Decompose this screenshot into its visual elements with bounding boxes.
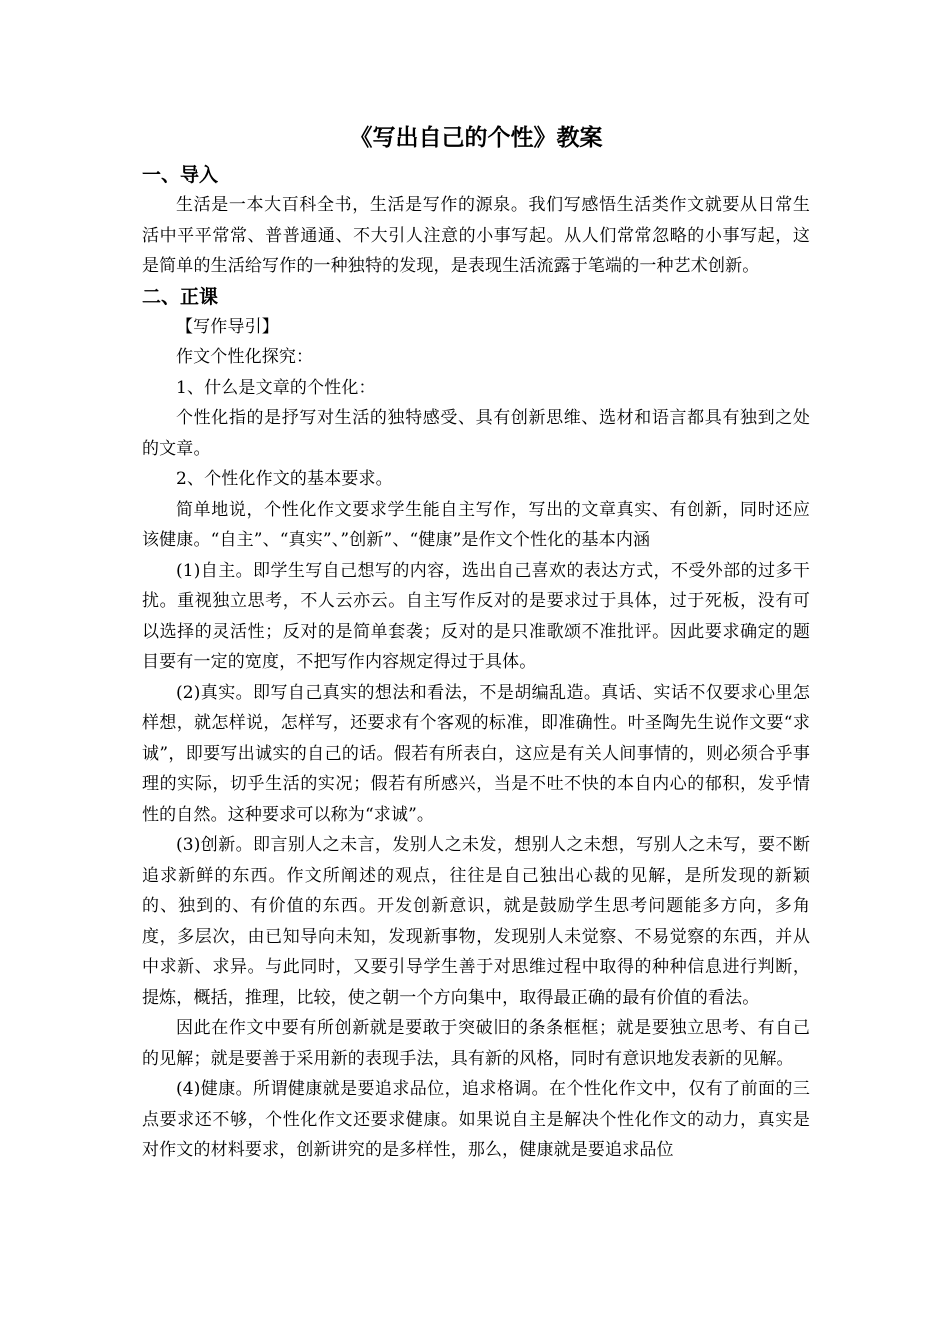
paragraph-intro: 生活是一本大百科全书，生活是写作的源泉。我们写感悟生活类作文就要从日常生活中平平常常、普普通通、不大引人注意的小事写起。从人们常常忽略的小事写起，这是简单的生活给写作的一种独特的发现，是表现生活流露于笔端的一种艺术创新。 bbox=[142, 195, 810, 276]
paragraph-answer-1: 个性化指的是抒写对生活的独特感受、具有创新思维、选材和语言都具有独到之处的文章。 bbox=[142, 408, 810, 459]
paragraph-requirement-health: (4)健康。所谓健康就是要追求品位，追求格调。在个性化作文中，仅有了前面的三点要求还不够，个性化作文还要求健康。如果说自主是解决个性化作文的动力，真实是对作文的材料要求，创新讲究的是多样性，那么，健康就是要追求品位 bbox=[142, 1079, 810, 1160]
paragraph-innovation-summary: 因此在作文中要有所创新就是要敢于突破旧的条条框框；就是要独立思考、有自己的见解；就是要善于采用新的表现手法，具有新的风格，同时有意识地发表新的见解。 bbox=[142, 1018, 810, 1069]
paragraph-requirement-autonomy: (1)自主。即学生写自己想写的内容，选出自己喜欢的表达方式，不受外部的过多干扰。重视独立思考，不人云亦云。自主写作反对的是要求过于具体，过于死板，没有可以选择的灵活性；反对的是简单套袭；反对的是只准歌颂不准批评。因此要求确定的题目要有一定的宽度，不把写作内容规定得过于具体。 bbox=[142, 560, 810, 672]
paragraph-requirement-truth: (2)真实。即写自己真实的想法和看法，不是胡编乱造。真话、实话不仅要求心里怎样想，就怎样说，怎样写，还要求有个客观的标准，即准确性。叶圣陶先生说作文要“求诚”，即要写出诚实的自己的话。假若有所表白，这应是有关人间事情的，则必须合乎事理的实际，切乎生活的实况；假若有所感兴，当是不吐不快的本自内心的郁积，发乎情性的自然。这种要求可以称为“求诚”。 bbox=[142, 682, 810, 825]
paragraph-requirements-intro: 简单地说，个性化作文要求学生能自主写作，写出的文章真实、有创新，同时还应该健康。“自主”、“真实”、”创新”、“健康”是作文个性化的基本内涵 bbox=[142, 499, 810, 550]
document-title: 《写出自己的个性》教案 bbox=[349, 125, 603, 151]
section-heading-intro: 一、导入 bbox=[142, 164, 219, 186]
paragraph-requirement-innovation: (3)创新。即言别人之未言，发别人之未发，想别人之未想，写别人之未写，要不断追求新鲜的东西。作文所阐述的观点，往往是自己独出心裁的见解，是所发现的新颖的、独到的、有价值的东西。开发创新意识，就是鼓励学生思考问题能多方向，多角度，多层次，由已知导向未知，发现新事物，发现别人未觉察、不易觉察的东西，并从中求新、求异。与此同时，又要引导学生善于对思维过程中取得的种种信息进行判断，提炼，概括，推理，比较，使之朝一个方向集中，取得最正确的最有价值的看法。 bbox=[142, 835, 810, 1008]
paragraph-question-2: 2、个性化作文的基本要求。 bbox=[176, 469, 393, 489]
paragraph-question-1: 1、什么是文章的个性化： bbox=[176, 377, 376, 398]
paragraph-explore: 作文个性化探究： bbox=[176, 347, 314, 367]
paragraph-writing-guide: 【写作导引】 bbox=[176, 316, 279, 337]
document-page bbox=[142, 118, 810, 1166]
section-heading-main: 二、正课 bbox=[142, 285, 219, 308]
